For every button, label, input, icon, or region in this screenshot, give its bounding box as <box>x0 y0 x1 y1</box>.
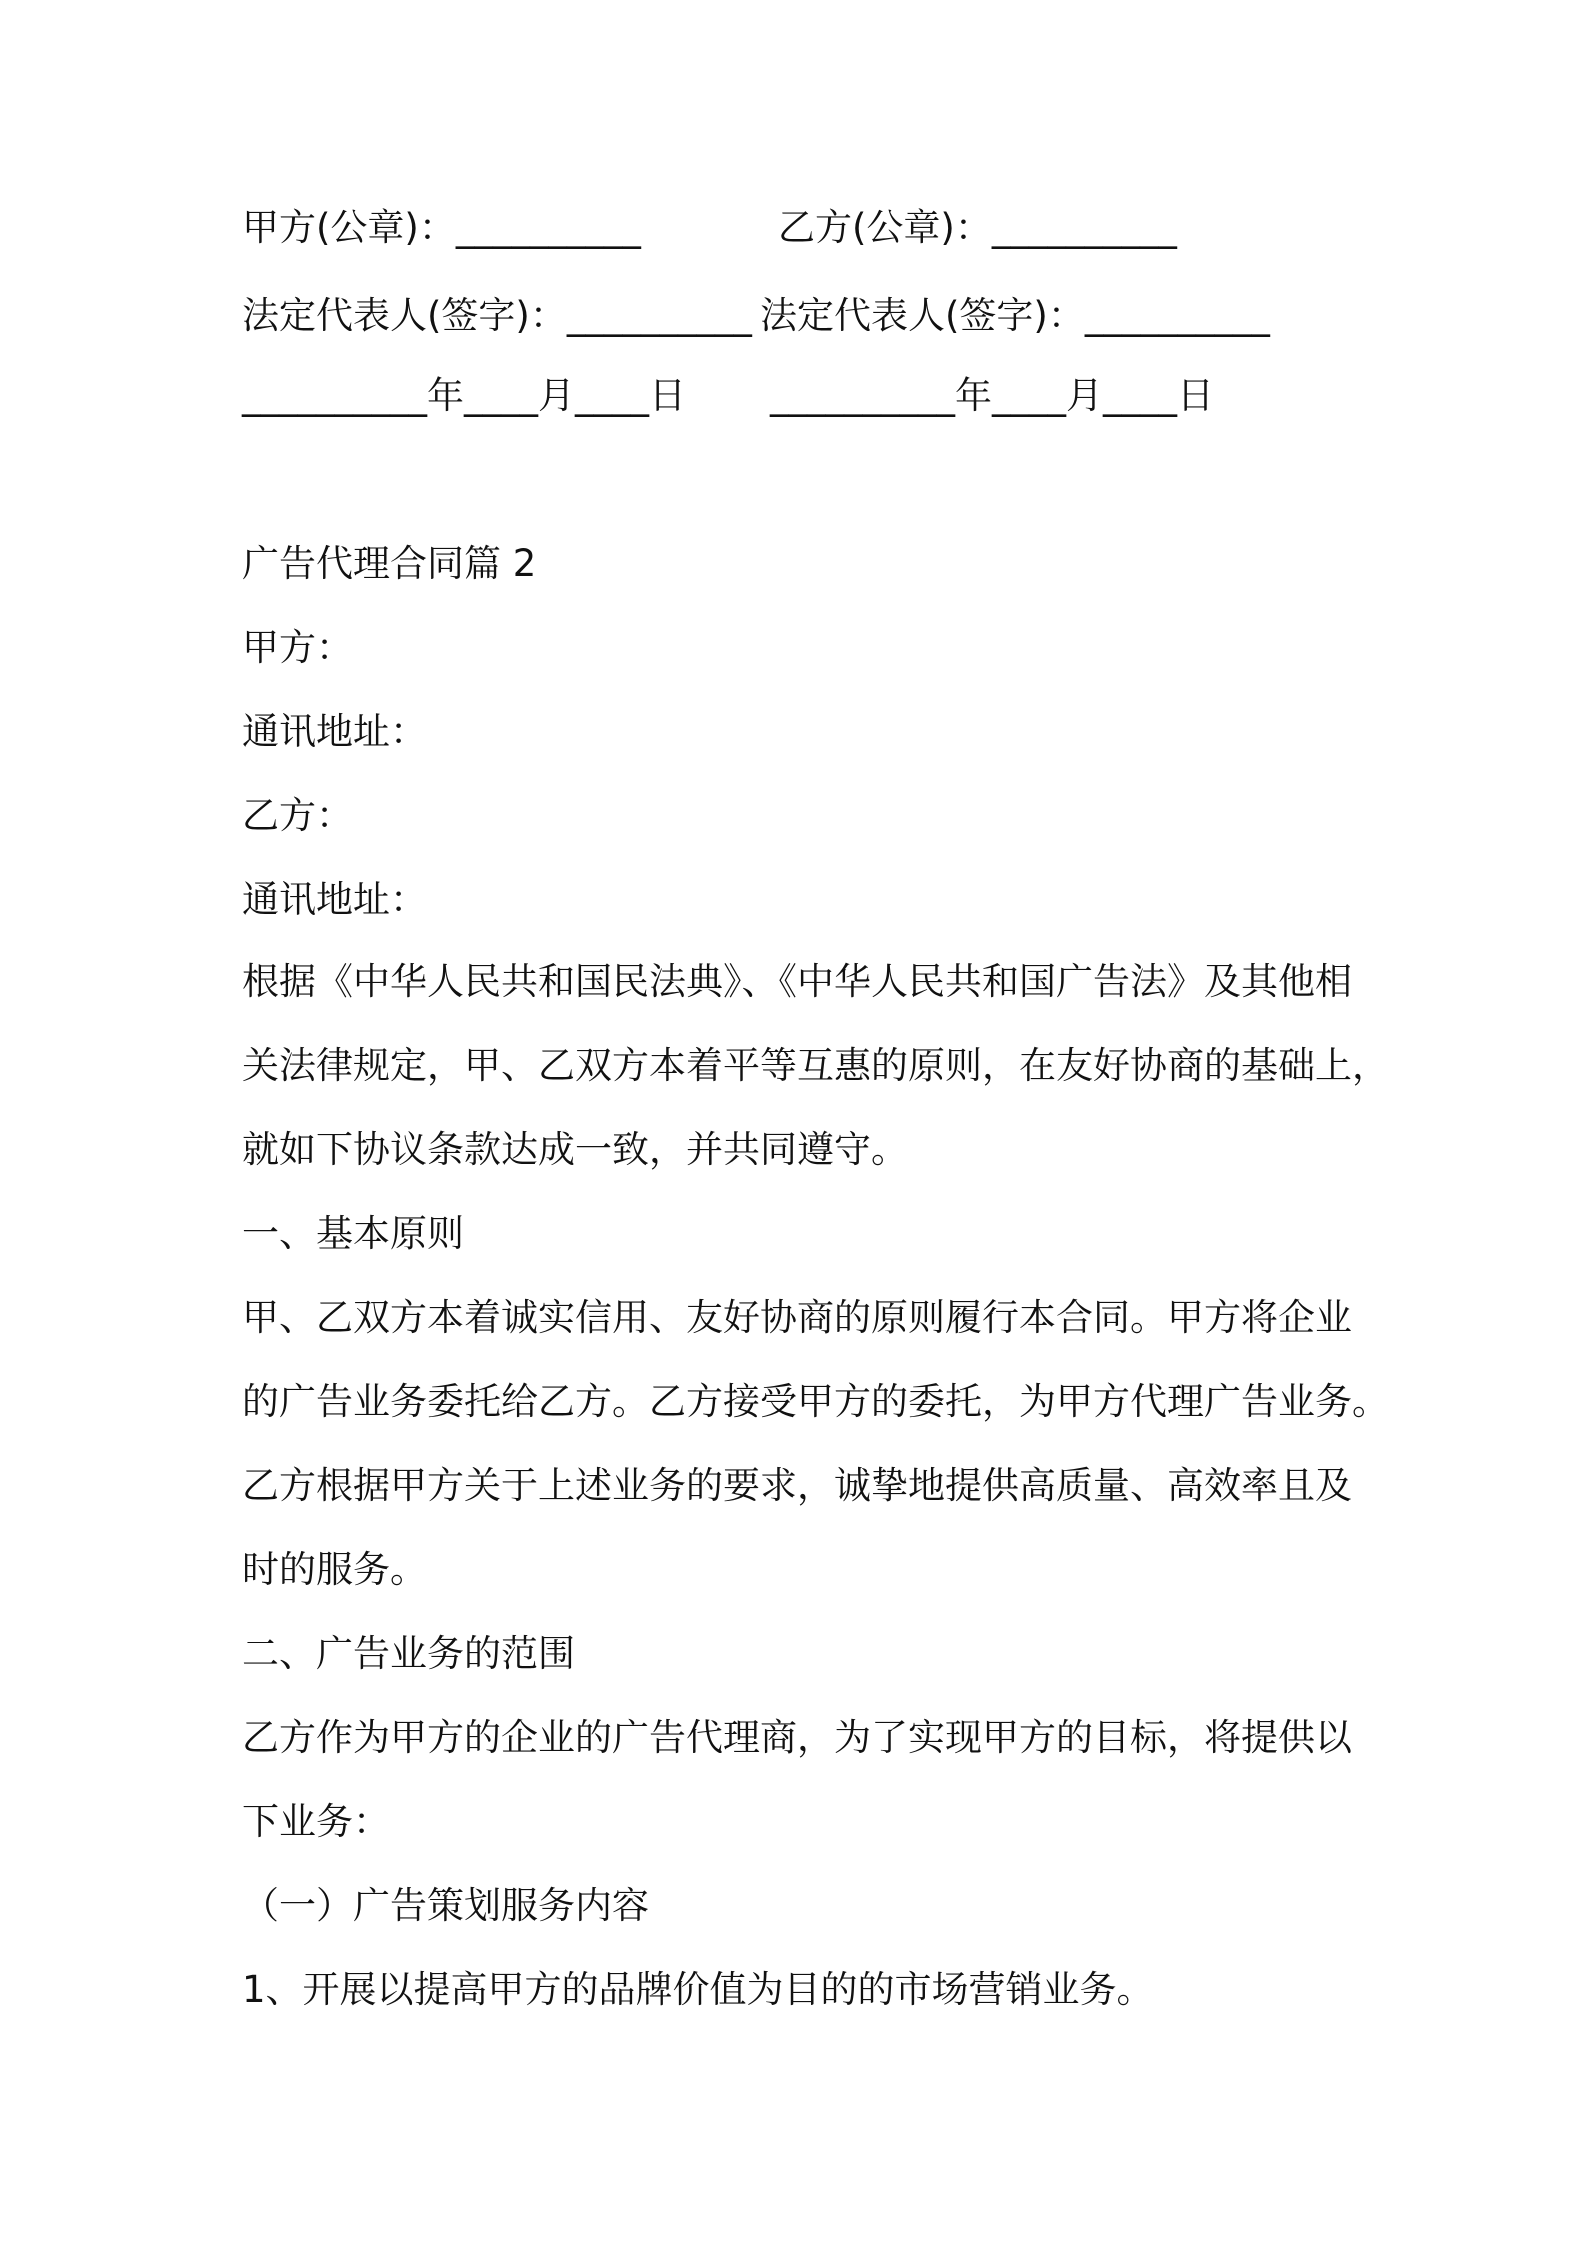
section2-body-line: 下业务： <box>242 1800 390 1843</box>
party-a-seal-line: 甲方(公章)：__________ <box>242 206 641 249</box>
date-a-line: __________年____月____日 <box>242 374 686 417</box>
preamble-line: 关法律规定，甲、乙双方本着平等互惠的原则，在友好协商的基础上， <box>242 1044 1389 1087</box>
legal-rep-b-line: 法定代表人(签字)：__________ <box>760 294 1270 337</box>
preamble-line: 根据《中华人民共和国民法典》、《中华人民共和国广告法》及其他相 <box>242 960 1352 1003</box>
section2-heading: 二、广告业务的范围 <box>242 1632 575 1675</box>
section1-heading: 一、基本原则 <box>242 1212 464 1255</box>
preamble-line: 就如下协议条款达成一致，并共同遵守。 <box>242 1128 908 1171</box>
party-b-address-label: 通讯地址： <box>242 878 427 921</box>
party-a-label: 甲方： <box>242 626 353 669</box>
contract-title: 广告代理合同篇 2 <box>242 542 537 585</box>
section2-body-line: 乙方作为甲方的企业的广告代理商，为了实现甲方的目标，将提供以 <box>242 1716 1352 1759</box>
party-b-label: 乙方： <box>242 794 353 837</box>
legal-rep-a-line: 法定代表人(签字)：__________ <box>242 294 752 337</box>
section1-body-line: 甲、乙双方本着诚实信用、友好协商的原则履行本合同。甲方将企业 <box>242 1296 1352 1339</box>
party-a-address-label: 通讯地址： <box>242 710 427 753</box>
date-b-line: __________年____月____日 <box>770 374 1214 417</box>
item-1: 1、开展以提高甲方的品牌价值为目的的市场营销业务。 <box>242 1968 1154 2011</box>
section1-body-line: 乙方根据甲方关于上述业务的要求，诚挚地提供高质量、高效率且及 <box>242 1464 1352 1507</box>
subsection1-heading: （一）广告策划服务内容 <box>242 1884 649 1927</box>
section1-body-line: 时的服务。 <box>242 1548 427 1591</box>
section1-body-line: 的广告业务委托给乙方。乙方接受甲方的委托，为甲方代理广告业务。 <box>242 1380 1389 1423</box>
party-b-seal-line: 乙方(公章)：__________ <box>778 206 1177 249</box>
